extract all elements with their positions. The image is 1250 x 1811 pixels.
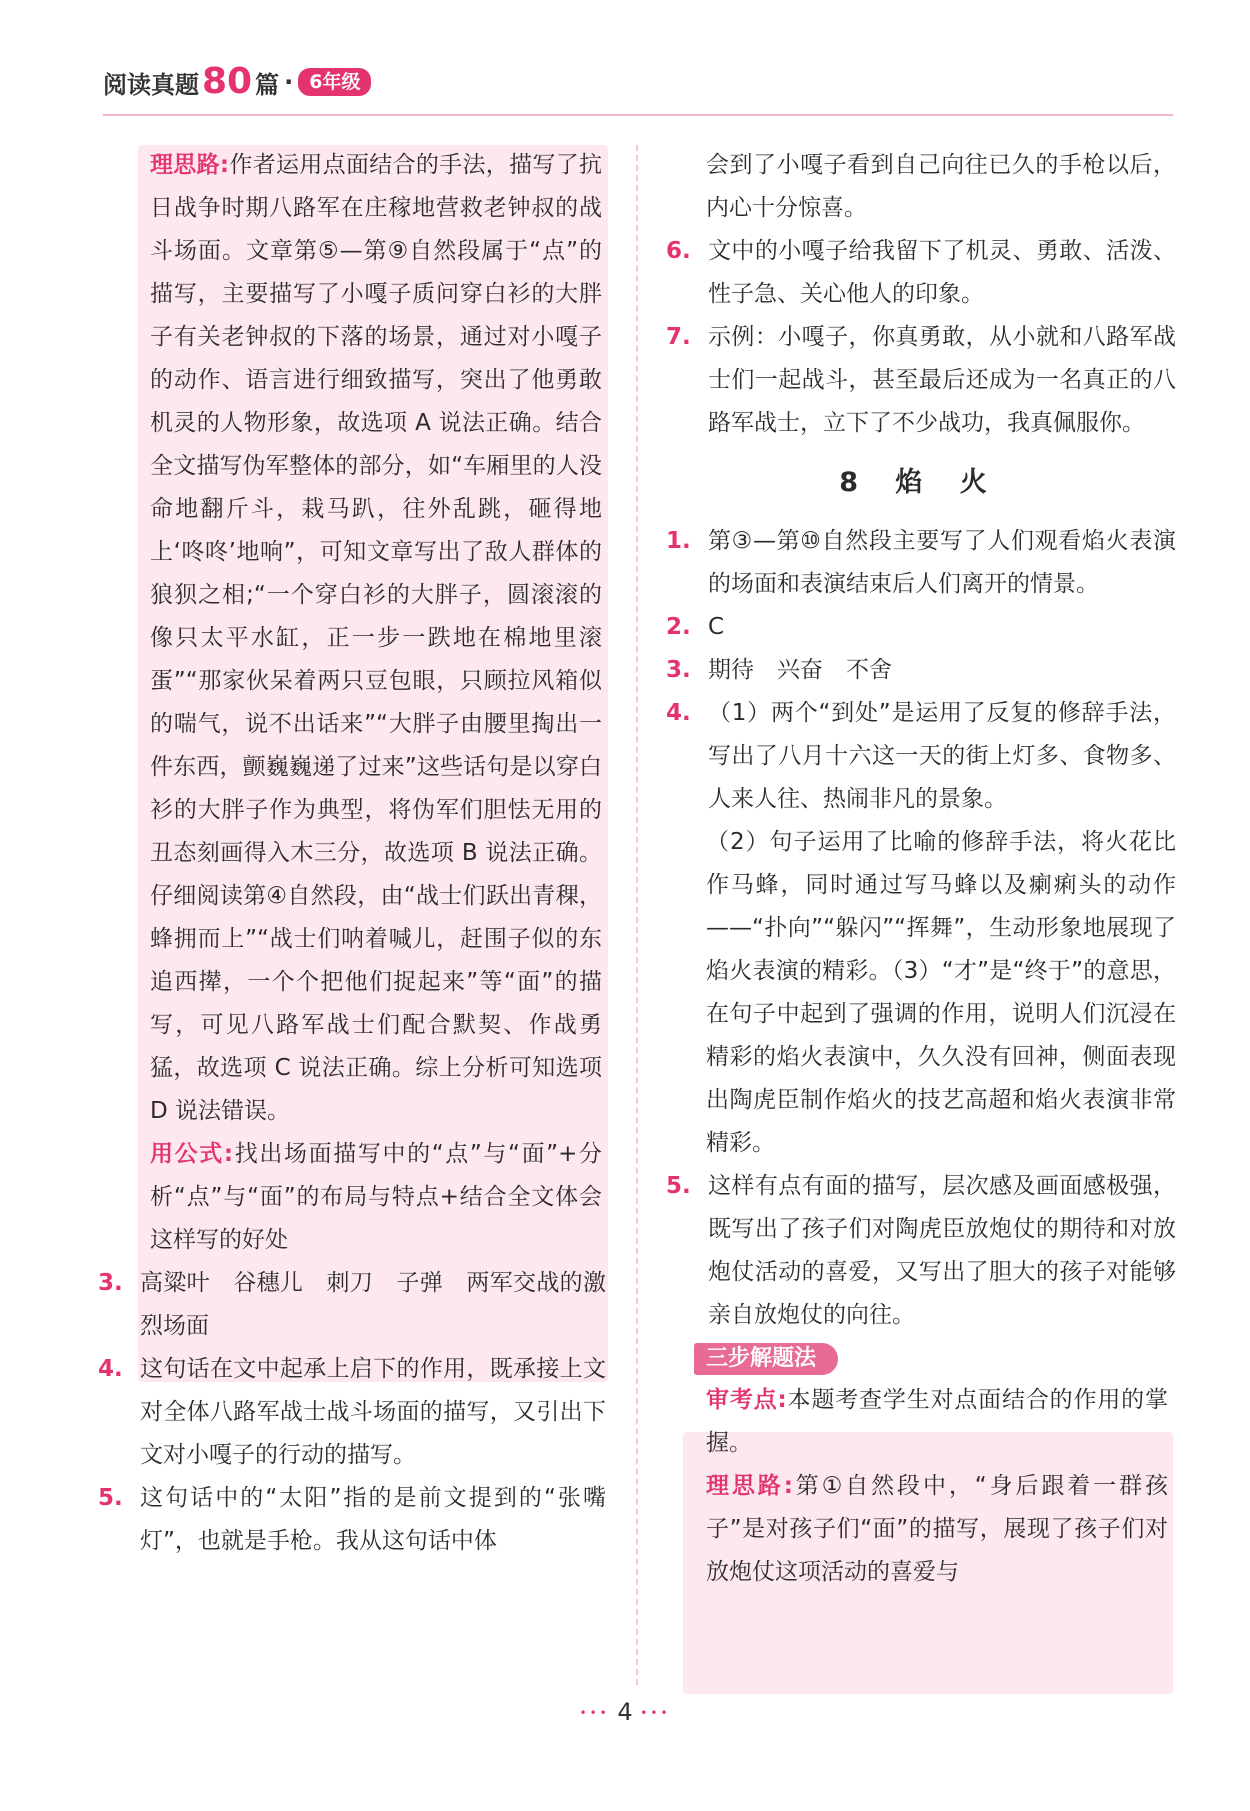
left-column	[96, 144, 606, 1563]
answer-item	[664, 692, 1176, 821]
exam-point-text: 本题考查学生对点面结合的作用的掌握。	[706, 1387, 1169, 1456]
formula-label: 用公式:	[150, 1141, 234, 1167]
right-column	[664, 144, 1176, 1594]
page-number: 4	[617, 1698, 633, 1726]
answer-number: 1.	[666, 528, 691, 554]
answer-number: 5.	[98, 1485, 123, 1511]
book-unit: 篇	[255, 70, 280, 99]
answer-text: 期待 兴奋 不舍	[708, 657, 892, 683]
footer-dots-left: •••	[579, 1706, 610, 1720]
answer-number: 4.	[666, 700, 691, 726]
page-footer	[0, 1698, 1250, 1726]
thinking-label: 理思路:	[150, 152, 230, 178]
answer-text: 文中的小嘎子给我留下了机灵、勇敢、活泼、性子急、关心他人的印象。	[708, 238, 1176, 307]
answer-text: （1）两个“到处”是运用了反复的修辞手法，写出了八月十六这一天的街上灯多、食物多、人来人往、热闹非凡的景象。	[708, 700, 1176, 812]
answer-text: 示例：小嘎子，你真勇敢，从小就和八路军战士们一起战斗，甚至最后还成为一名真正的八路军战士，立下了不少战功，我真佩服你。	[708, 324, 1176, 436]
answer-item	[664, 316, 1176, 445]
answer-number: 6.	[666, 238, 691, 264]
answer-number: 2.	[666, 614, 691, 640]
answer-item	[664, 1165, 1176, 1337]
answer-text: 这句话在文中起承上启下的作用，既承接上文对全体八路军战士战斗场面的描写，又引出下文对小嘎子的行动的描写。	[140, 1356, 606, 1468]
answer-item	[664, 520, 1176, 606]
answer-item	[664, 230, 1176, 316]
answer-item	[664, 649, 1176, 692]
answer-number: 4.	[98, 1356, 123, 1382]
answer-4-continued: （2）句子运用了比喻的修辞手法，将火花比作马蜂，同时通过写马蜂以及瘌痢头的动作——“扑向”“躲闪”“挥舞”，生动形象地展现了焰火表演的精彩。（3）“才”是“终于”的意思，在句子中起到了强调的作用，说明人们沉浸在精彩的焰火表演中，久久没有回神，侧面表现出陶虎臣制作焰火的技艺高超和焰火表演非常精彩。	[706, 829, 1176, 1156]
answer-number: 3.	[666, 657, 691, 683]
answer-text: C	[708, 614, 725, 640]
answer-item	[664, 606, 1176, 649]
grade-badge: 6年级	[298, 68, 371, 96]
formula-paragraph	[96, 1133, 606, 1262]
answer-text: 第③—第⑩自然段主要写了人们观看焰火表演的场面和表演结束后人们离开的情景。	[708, 528, 1176, 597]
answer-text: 高粱叶 谷穗儿 刺刀 子弹 两军交战的激烈场面	[140, 1270, 606, 1339]
formula-text: 找出场面描写中的“点”与“面”+分析“点”与“面”的布局与特点+结合全文体会这样写的好处	[150, 1141, 602, 1253]
answer-item	[96, 1348, 606, 1477]
right-thinking-paragraph	[664, 1465, 1176, 1594]
right-thinking-text: 第①自然段中，“身后跟着一群孩子”是对孩子们“面”的描写，展现了孩子们对放炮仗这项活动的喜爱与	[706, 1473, 1168, 1585]
footer-dots-right: •••	[640, 1706, 671, 1720]
answer-number: 7.	[666, 324, 691, 350]
right-thinking-label: 理思路:	[706, 1473, 793, 1499]
thinking-text: 作者运用点面结合的手法，描写了抗日战争时期八路军在庄稼地营救老钟叔的战斗场面。文章第⑤—第⑨自然段属于“点”的描写，主要描写了小嘎子质问穿白衫的大胖子有关老钟叔的下落的场景，通过对小嘎子的动作、语言进行细致描写，突出了他勇敢机灵的人物形象，故选项 A 说法正确。结合全文描写伪军整体的部分，如“车厢里的人没命地翻斤斗，栽马趴，往外乱跳，砸得地上‘咚咚’地响”，可知文章写出了敌人群体的狼狈之相;“一个穿白衫的大胖子，圆滚滚的像只太平水缸，正一步一跌地在棉地里滚蛋”“那家伙呆着两只豆包眼，只顾拉风箱似的喘气，说不出话来”“大胖子由腰里掏出一件东西，颤巍巍递了过来”这些话句是以穿白衫的大胖子作为典型，将伪军们胆怯无用的丑态刻画得入木三分，故选项 B 说法正确。仔细阅读第④自然段，由“战士们跃出青稞，蜂拥而上”“战士们呐着喊儿，赶围子似的东追西撵，一个个把他们捉起来”等“面”的描写，可见八路军战士们配合默契、作战勇猛，故选项 C 说法正确。综上分析可知选项 D 说法错误。	[150, 152, 603, 1124]
section-title: 8 焰 火	[839, 467, 1001, 498]
answer-text: 这句话中的“太阳”指的是前文提到的“张嘴灯”，也就是手枪。我从这句话中体	[140, 1485, 606, 1554]
continuation-text: 会到了小嘎子看到自己向往已久的手枪以后，内心十分惊喜。	[706, 152, 1176, 221]
page-header	[103, 62, 371, 102]
column-divider	[636, 145, 638, 1685]
header-rule	[103, 114, 1173, 116]
book-title: 阅读真题	[103, 70, 199, 99]
exam-point-paragraph	[664, 1379, 1176, 1465]
header-separator: ·	[284, 68, 294, 96]
book-number: 80	[202, 61, 253, 102]
answer-number: 3.	[98, 1270, 123, 1296]
answer-number: 5.	[666, 1173, 691, 1199]
answer-text: 这样有点有面的描写，层次感及画面感极强，既写出了孩子们对陶虎臣放炮仗的期待和对放炮仗活动的喜爱，又写出了胆大的孩子对能够亲自放炮仗的向往。	[708, 1173, 1176, 1328]
answer-item	[96, 1477, 606, 1563]
three-step-method-label: 三步解题法	[694, 1343, 838, 1375]
thinking-paragraph	[96, 144, 606, 1133]
answer-item	[96, 1262, 606, 1348]
exam-point-label: 审考点:	[706, 1387, 787, 1413]
